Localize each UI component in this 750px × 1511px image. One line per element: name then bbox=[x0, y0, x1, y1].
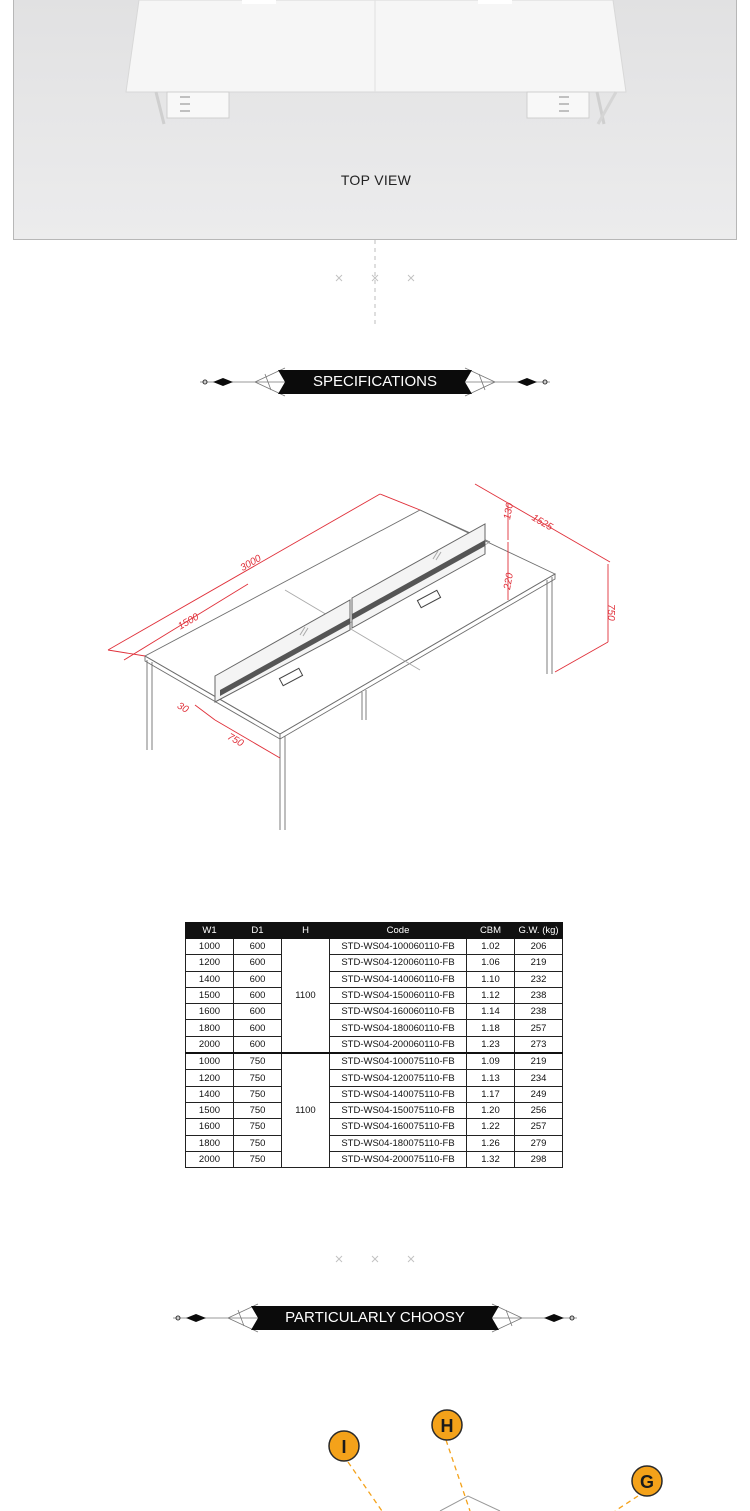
table-row bbox=[186, 1053, 563, 1070]
cell-w1: 1600 bbox=[186, 1004, 234, 1020]
cell-code: STD-WS04-180060110-FB bbox=[330, 1020, 467, 1036]
top-view-desk-illustration bbox=[14, 0, 737, 240]
cell-w1: 2000 bbox=[186, 1151, 234, 1167]
cell-d1: 750 bbox=[234, 1119, 282, 1135]
cell-d1: 600 bbox=[234, 939, 282, 955]
cell-code: STD-WS04-160075110-FB bbox=[330, 1119, 467, 1135]
cell-cbm: 1.22 bbox=[467, 1119, 515, 1135]
cell-d1: 600 bbox=[234, 971, 282, 987]
cell-gw: 257 bbox=[515, 1119, 563, 1135]
table-row bbox=[186, 1086, 563, 1102]
cell-gw: 234 bbox=[515, 1070, 563, 1086]
cell-d1: 750 bbox=[234, 1135, 282, 1151]
table-row bbox=[186, 1119, 563, 1135]
dim-length: 3000 bbox=[238, 553, 264, 574]
dim-screen-gap: 220 bbox=[502, 572, 516, 591]
cell-code: STD-WS04-150075110-FB bbox=[330, 1102, 467, 1118]
spec-table-body bbox=[186, 939, 563, 1168]
callout-g-label: G bbox=[639, 1472, 655, 1492]
cell-gw: 206 bbox=[515, 939, 563, 955]
cell-h: 1100 bbox=[282, 1053, 330, 1168]
table-header-row bbox=[186, 923, 563, 939]
table-row bbox=[186, 1020, 563, 1036]
cell-cbm: 1.09 bbox=[467, 1053, 515, 1070]
cell-code: STD-WS04-200075110-FB bbox=[330, 1151, 467, 1167]
cell-code: STD-WS04-100075110-FB bbox=[330, 1053, 467, 1070]
particularly-choosy-title: PARTICULARLY CHOOSY bbox=[285, 1309, 465, 1326]
dim-width: 1525 bbox=[529, 512, 555, 534]
dim-desk-height: 750 bbox=[605, 604, 616, 621]
cell-d1: 750 bbox=[234, 1102, 282, 1118]
cell-cbm: 1.14 bbox=[467, 1004, 515, 1020]
cell-d1: 750 bbox=[234, 1086, 282, 1102]
top-view-label: TOP VIEW bbox=[340, 172, 412, 188]
desk-dimension-drawing bbox=[100, 480, 640, 840]
cell-w1: 1400 bbox=[186, 971, 234, 987]
cell-w1: 1800 bbox=[186, 1020, 234, 1036]
dim-screen-height: 130 bbox=[502, 502, 516, 521]
header-h: H bbox=[282, 923, 330, 939]
spec-table bbox=[185, 922, 563, 1168]
cell-code: STD-WS04-120075110-FB bbox=[330, 1070, 467, 1086]
table-row bbox=[186, 1070, 563, 1086]
cell-code: STD-WS04-140075110-FB bbox=[330, 1086, 467, 1102]
header-d1: D1 bbox=[234, 923, 282, 939]
cell-cbm: 1.26 bbox=[467, 1135, 515, 1151]
cell-cbm: 1.18 bbox=[467, 1020, 515, 1036]
cell-cbm: 1.02 bbox=[467, 939, 515, 955]
cell-gw: 219 bbox=[515, 955, 563, 971]
callout-g-icon bbox=[632, 1466, 662, 1496]
cell-w1: 1200 bbox=[186, 955, 234, 971]
table-row bbox=[186, 1151, 563, 1167]
cell-w1: 1500 bbox=[186, 987, 234, 1003]
feature-callouts bbox=[300, 1400, 700, 1511]
cell-gw: 279 bbox=[515, 1135, 563, 1151]
cell-cbm: 1.12 bbox=[467, 987, 515, 1003]
cell-cbm: 1.13 bbox=[467, 1070, 515, 1086]
cell-w1: 2000 bbox=[186, 1036, 234, 1053]
table-row bbox=[186, 987, 563, 1003]
specifications-title: SPECIFICATIONS bbox=[313, 373, 437, 390]
cell-cbm: 1.10 bbox=[467, 971, 515, 987]
cell-gw: 232 bbox=[515, 971, 563, 987]
callout-i-label: I bbox=[341, 1437, 347, 1457]
cell-code: STD-WS04-120060110-FB bbox=[330, 955, 467, 971]
cell-d1: 600 bbox=[234, 987, 282, 1003]
cell-w1: 1200 bbox=[186, 1070, 234, 1086]
table-row bbox=[186, 1004, 563, 1020]
cell-d1: 750 bbox=[234, 1053, 282, 1070]
cell-d1: 750 bbox=[234, 1151, 282, 1167]
dim-leg-span: 750 bbox=[225, 731, 246, 750]
cell-code: STD-WS04-180075110-FB bbox=[330, 1135, 467, 1151]
cell-cbm: 1.06 bbox=[467, 955, 515, 971]
callout-i-icon bbox=[329, 1431, 359, 1461]
cell-d1: 750 bbox=[234, 1070, 282, 1086]
cell-gw: 238 bbox=[515, 987, 563, 1003]
cell-w1: 1800 bbox=[186, 1135, 234, 1151]
cell-code: STD-WS04-150060110-FB bbox=[330, 987, 467, 1003]
cell-gw: 256 bbox=[515, 1102, 563, 1118]
cell-gw: 219 bbox=[515, 1053, 563, 1070]
section-divider bbox=[330, 240, 420, 330]
cell-gw: 298 bbox=[515, 1151, 563, 1167]
header-cbm: CBM bbox=[467, 923, 515, 939]
cell-code: STD-WS04-140060110-FB bbox=[330, 971, 467, 987]
header-code: Code bbox=[330, 923, 467, 939]
cell-w1: 1600 bbox=[186, 1119, 234, 1135]
cell-cbm: 1.17 bbox=[467, 1086, 515, 1102]
cell-cbm: 1.20 bbox=[467, 1102, 515, 1118]
cell-h: 1100 bbox=[282, 939, 330, 1054]
top-view-panel bbox=[13, 0, 737, 240]
cell-gw: 238 bbox=[515, 1004, 563, 1020]
table-row bbox=[186, 1036, 563, 1053]
cell-cbm: 1.23 bbox=[467, 1036, 515, 1053]
cell-gw: 249 bbox=[515, 1086, 563, 1102]
cell-d1: 600 bbox=[234, 1036, 282, 1053]
cell-gw: 257 bbox=[515, 1020, 563, 1036]
cell-w1: 1000 bbox=[186, 939, 234, 955]
cell-w1: 1000 bbox=[186, 1053, 234, 1070]
cell-w1: 1500 bbox=[186, 1102, 234, 1118]
callout-h-icon bbox=[432, 1410, 462, 1440]
dim-depth: 1500 bbox=[176, 611, 201, 633]
header-w1: W1 bbox=[186, 923, 234, 939]
cell-w1: 1400 bbox=[186, 1086, 234, 1102]
cell-code: STD-WS04-200060110-FB bbox=[330, 1036, 467, 1053]
cell-code: STD-WS04-160060110-FB bbox=[330, 1004, 467, 1020]
table-row bbox=[186, 971, 563, 987]
table-row bbox=[186, 1135, 563, 1151]
cell-code: STD-WS04-100060110-FB bbox=[330, 939, 467, 955]
table-row bbox=[186, 939, 563, 955]
cell-cbm: 1.32 bbox=[467, 1151, 515, 1167]
cell-d1: 600 bbox=[234, 955, 282, 971]
dim-overhang: 30 bbox=[175, 700, 191, 716]
cell-d1: 600 bbox=[234, 1004, 282, 1020]
cell-d1: 600 bbox=[234, 1020, 282, 1036]
cell-gw: 273 bbox=[515, 1036, 563, 1053]
table-row bbox=[186, 955, 563, 971]
callout-h-label: H bbox=[440, 1416, 454, 1436]
table-row bbox=[186, 1102, 563, 1118]
header-gw: G.W. (kg) bbox=[515, 923, 563, 939]
section-divider-2 bbox=[330, 1250, 420, 1270]
